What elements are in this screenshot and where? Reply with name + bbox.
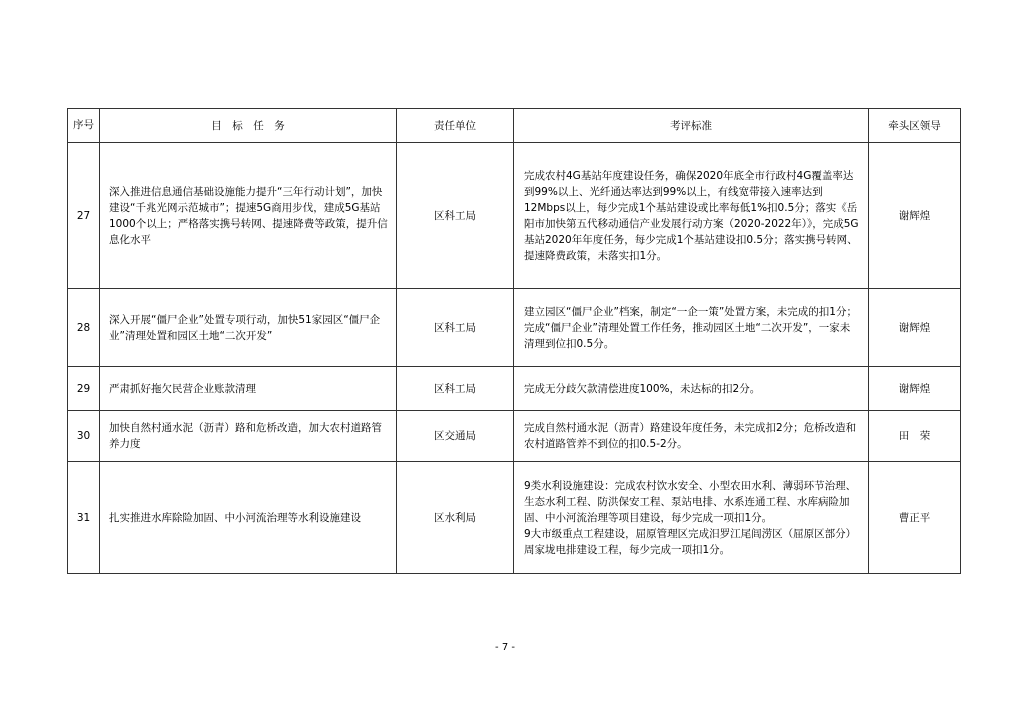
table-row [68,289,961,367]
row-leader: 谢辉煌 [869,143,961,289]
header-standard: 考评标准 [514,109,869,143]
header-leader: 牵头区领导 [869,109,961,143]
row-no: 28 [68,289,100,367]
page-number: - 7 - [495,642,515,653]
standard-paragraph: 建立园区“僵尸企业”档案，制定“一企一策”处置方案，未完成的扣1分；完成“僵尸企业”清理处置工作任务，推动园区土地“二次开发”，一家未清理到位扣0.5分。 [524,305,857,350]
row-no: 30 [68,411,100,462]
row-no: 27 [68,143,100,289]
row-standard [514,462,869,574]
header-task: 目 标 任 务 [100,109,397,143]
row-task: 严肃抓好拖欠民营企业账款清理 [100,367,397,411]
row-unit: 区科工局 [397,143,514,289]
row-standard [514,411,869,462]
row-task: 深入开展“僵尸企业”处置专项行动，加快51家园区“僵尸企业”清理处置和园区土地“二次开发” [100,289,397,367]
row-task: 加快自然村通水泥（沥青）路和危桥改造，加大农村道路管养力度 [100,411,397,462]
row-unit: 区科工局 [397,367,514,411]
row-no: 31 [68,462,100,574]
row-standard [514,289,869,367]
table-header-row [68,109,961,143]
standard-paragraph: 完成农村4G基站年度建设任务，确保2020年底全市行政村4G覆盖率达到99%以上、光纤通达率达到99%以上，有线宽带接入速率达到12Mbps以上，每少完成1个基站建设或比率每低1%扣0.5分；落实《岳阳市加快第五代移动通信产业发展行动方案（2020-2022年）》，完成5G基站2020年年度任务，每少完成1个基站建设扣0.5分；落实携号转网、提速降费政策，未落实扣1分。 [524,169,859,262]
table-row [68,367,961,411]
row-unit: 区科工局 [397,289,514,367]
row-task: 扎实推进水库除险加固、中小河流治理等水利设施建设 [100,462,397,574]
row-leader: 田 荣 [869,411,961,462]
table-row [68,462,961,574]
header-unit: 责任单位 [397,109,514,143]
standard-paragraph: 9类水利设施建设：完成农村饮水安全、小型农田水利、薄弱环节治理、生态水利工程、防洪保安工程、泵站电排、水系连通工程、水库病险加固、中小河流治理等项目建设，每少完成一项扣1分。 [524,479,857,524]
row-leader: 谢辉煌 [869,367,961,411]
table-row [68,143,961,289]
row-standard [514,367,869,411]
row-task: 深入推进信息通信基础设施能力提升“三年行动计划”，加快建设“千兆光网示范城市”；提速5G商用步伐，建成5G基站1000个以上；严格落实携号转网、提速降费等政策，提升信息化水平 [100,143,397,289]
standard-paragraph: 完成无分歧欠款清偿进度100%，未达标的扣2分。 [524,382,761,395]
standard-paragraph: 完成自然村通水泥（沥青）路建设年度任务，未完成扣2分；危桥改造和农村道路管养不到位的扣0.5-2分。 [524,422,857,450]
table-row [68,411,961,462]
row-unit: 区交通局 [397,411,514,462]
assessment-table [67,108,961,574]
row-standard [514,143,869,289]
row-leader: 谢辉煌 [869,289,961,367]
row-unit: 区水利局 [397,462,514,574]
row-no: 29 [68,367,100,411]
row-leader: 曹正平 [869,462,961,574]
header-no: 序号 [68,109,100,143]
standard-paragraph: 9大市级重点工程建设，屈原管理区完成汨罗江尾闾涝区（屈原区部分）周家垅电排建设工程，每少完成一项扣1分。 [524,527,857,556]
